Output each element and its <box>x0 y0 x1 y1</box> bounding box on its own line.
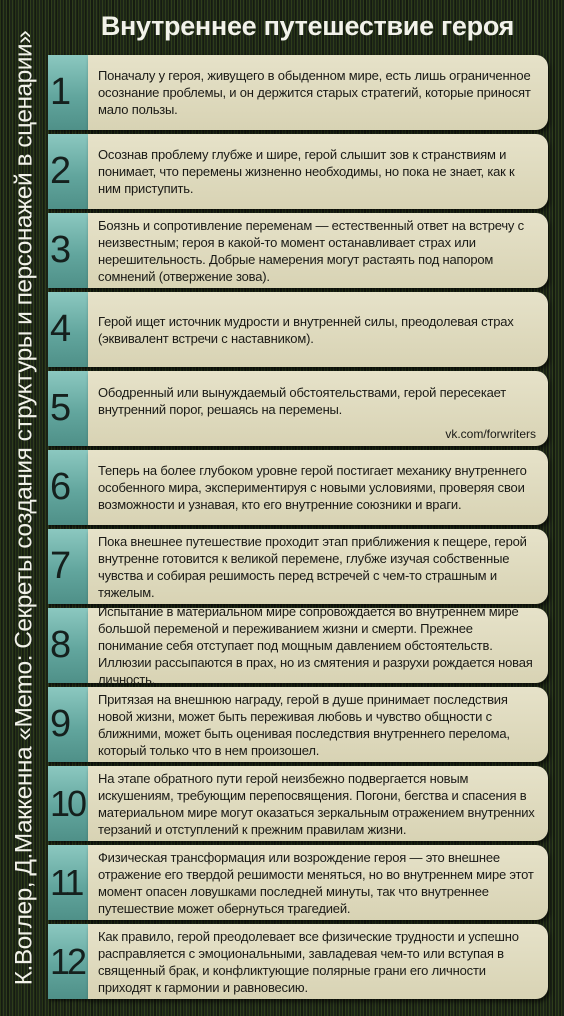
step-number: 1 <box>50 71 71 113</box>
step-text: Осознав проблему глубже и шире, герой слышит зов к странствиям и понимает, что перемены жизненно необходимы, но пока не знает, как к ним приступить. <box>98 147 515 196</box>
step-card <box>88 292 548 367</box>
step-4 <box>48 292 548 367</box>
step-number: 3 <box>50 229 71 271</box>
step-12 <box>48 924 548 999</box>
step-10 <box>48 766 548 841</box>
step-card <box>88 766 548 841</box>
step-number: 11 <box>50 861 82 903</box>
step-5 <box>48 371 548 446</box>
step-number: 6 <box>50 466 71 508</box>
step-number: 10 <box>50 782 85 824</box>
step-text: Пока внешнее путешествие проходит этап приближения к пещере, герой внутренне готовится к великой перемене, глубже изучая собственные чувства и собирая решимость перед встречей с чем-то страшным и тяжелым. <box>98 533 527 600</box>
step-text: Герой ищет источник мудрости и внутренней силы, преодолевая страх (эквивалент встречи с наставником). <box>98 313 514 346</box>
step-number: 8 <box>50 624 71 666</box>
side-title-text: К.Воглер, Д.Маккенна «Memo: Секреты создания структуры и персонажей в сценарии» <box>10 30 37 986</box>
step-8 <box>48 604 548 687</box>
step-card <box>88 604 548 687</box>
step-6 <box>48 450 548 525</box>
step-11 <box>48 845 548 920</box>
step-text: Физическая трансформация или возрождение героя — это внешнее отражение его твердой решимости меняться, но во внутреннем мире этот момент опасен ловушками последней минуты, так что внутреннее путешествие может обернуться трагедией. <box>98 849 534 916</box>
credit-link: vk.com/forwriters <box>445 427 536 441</box>
step-number: 12 <box>50 940 85 982</box>
step-text: Притязая на внешнюю награду, герой в душе принимает последствия новой жизни, может быть переживая любовь и чувство общности с ближними, может быть оценивая последствия внутреннего перелома, который только что в нем произошел. <box>98 691 510 758</box>
step-card <box>88 845 548 920</box>
step-text: Ободренный или вынуждаемый обстоятельствами, герой пересекает внутренний порог, решаясь на перемены. <box>98 385 506 417</box>
step-3 <box>48 213 548 288</box>
step-text: Поначалу у героя, живущего в обыденном мире, есть лишь ограниченное осознание проблемы, и он держится старых стратегий, которые приносят мало пользы. <box>98 68 531 117</box>
step-number: 5 <box>50 387 71 429</box>
step-1 <box>48 55 548 130</box>
step-card <box>88 529 548 604</box>
page-title: Внутреннее путешествие героя <box>100 11 515 41</box>
step-card <box>88 450 548 525</box>
step-text: Испытание в материальном мире сопровождается во внутреннем мире большой переменой и переживанием жизни и смерти. Прежнее понимание себя отступает под мощным давлением обстоятельств. Иллюзии рассыпаются в прах, но из смятения и разрухи рождается новая личность. <box>98 604 533 687</box>
step-text: Как правило, герой преодолевает все физические трудности и успешно расправляется с эмоциональными, завладевая чем-то или вступая в священный брак, и конфликтующие полярные грани его личности приходят к гармонии и равновесию. <box>98 928 519 995</box>
step-text: На этапе обратного пути герой неизбежно подвергается новым искушениям, требующим перепосвящения. Погони, бегства и спасения в материальном мире могут оказаться зеркальным отражением внутренних терзаний и отступлений к прежним правилам жизни. <box>98 770 535 837</box>
step-9 <box>48 687 548 762</box>
step-card <box>88 134 548 209</box>
step-number: 4 <box>50 308 71 350</box>
step-number: 2 <box>50 150 71 192</box>
step-number: 7 <box>50 545 71 587</box>
step-card <box>88 924 548 999</box>
step-text: Боязнь и сопротивление переменам — естественный ответ на встречу с неизвестным; героя в какой-то момент останавливает страх или нерешительность. Добрые намерения могут растаять под напором сомнений (отвержение зова). <box>98 217 524 284</box>
side-title <box>0 0 48 1016</box>
step-7 <box>48 529 548 604</box>
step-card <box>88 213 548 288</box>
step-number: 9 <box>50 703 71 745</box>
step-card <box>88 371 548 446</box>
step-card <box>88 687 548 762</box>
step-card <box>88 55 548 130</box>
step-text: Теперь на более глубоком уровне герой постигает механику внутреннего особенного мира, экспериментируя с новыми условиями, проверяя свои возможности и узнавая, кто его внутренние союзники и враги. <box>98 463 527 512</box>
step-2 <box>48 134 548 209</box>
